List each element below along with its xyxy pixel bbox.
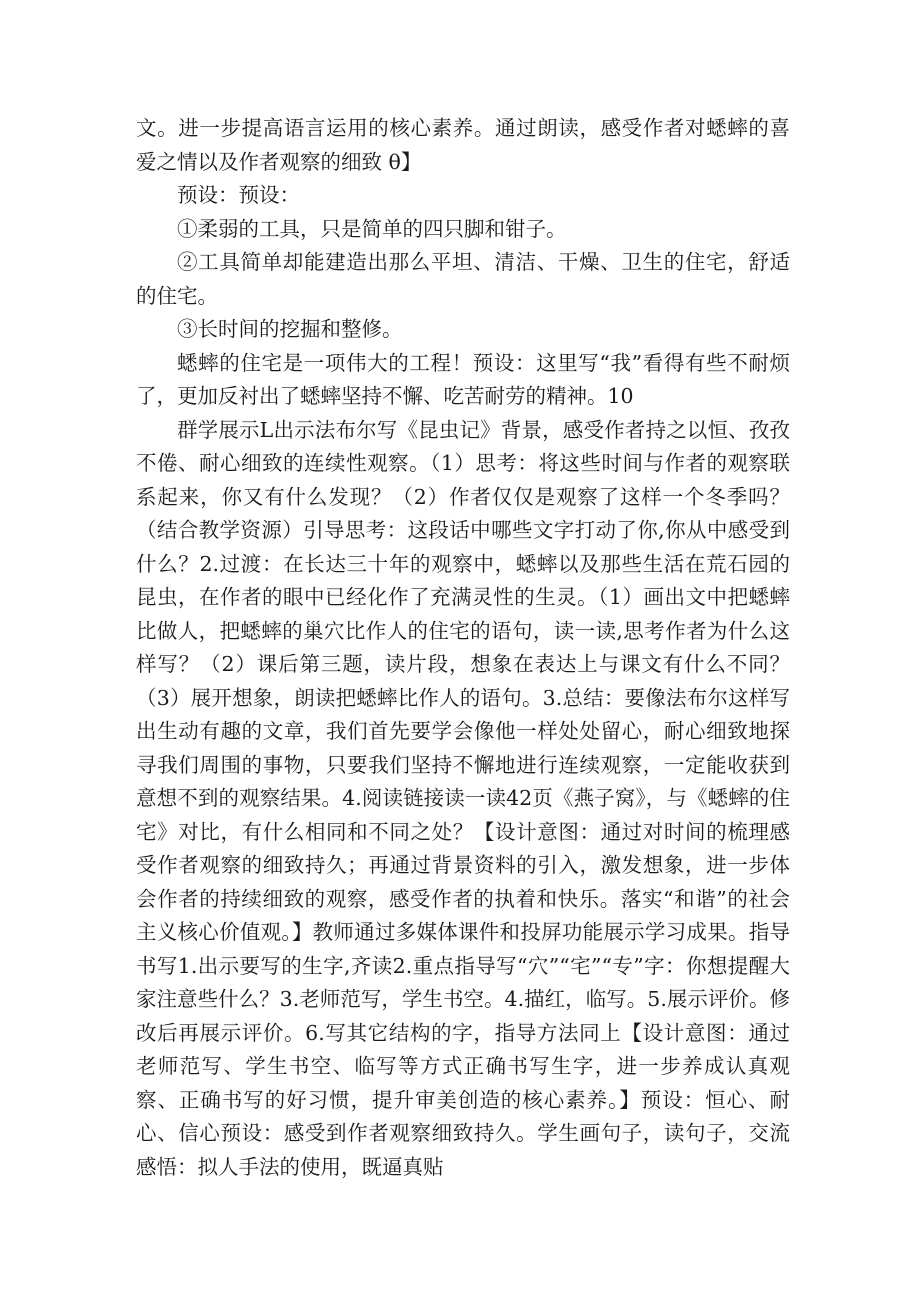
paragraph-group-display: 群学展示L出示法布尔写《昆虫记》背景，感受作者持之以恒、孜孜不倦、耐心细致的连续性观察。（1）思考：将这些时间与作者的观察联系起来，你又有什么发现？（2）作者仅仅是观察了这样一个冬季吗？（结合教学资源）引导思考：这段话中哪些文字打动了你,你从中感受到什么？2.过渡：在长达三十年的观察中，蟋蟀以及那些生活在荒石园的昆虫，在作者的眼中已经化作了充满灵性的生灵。（1）画出文中把蟋蟀比做人，把蟋蟀的巢穴比作人的住宅的语句，读一读,思考作者为什么这样写？（2）课后第三题，读片段，想象在表达上与课文有什么不同？（3）展开想象，朗读把蟋蟀比作人的语句。3.总结：要像法布尔这样写出生动有趣的文章，我们首先要学会像他一样处处留心，耐心细致地探寻我们周围的事物，只要我们坚持不懈地进行连续观察，一定能收获到意想不到的观察结果。4.阅读链接读一读42页《燕子窝》，与《蟋蟀的住宅》对比，有什么相同和不同之处？【设计意图：通过对时间的梳理感受作者观察的细致持久；再通过背景资料的引入，激发想象，进一步体会作者的持续细致的观察，感受作者的执着和快乐。落实“和谐”的社会主义核心价值观。】教师通过多媒体课件和投屏功能展示学习成果。指导书写1.出示要写的生字,齐读2.重点指导写“穴”“宅”“专”字：你想提醒大家注意些什么？3.老师范写，学生书空。4.描红，临写。5.展示评价。修改后再展示评价。6.写其它结构的字，指导方法同上【设计意图：通过老师范写、学生书空、临写等方式正确书写生字，进一步养成认真观察、正确书写的好习惯，提升审美创造的核心素养。】预设：恒心、耐心、信心预设：感受到作者观察细致持久。学生画句子，读句子，交流感悟：拟人手法的使用，既逼真贴 [136,417,790,1179]
paragraph-preset-item-1: ①柔弱的工具，只是简单的四只脚和钳子。 [177,216,567,241]
paragraph-preset-item-3: ③长时间的挖掘和整修。 [177,317,403,341]
paragraph-preset-label: 预设：预设： [177,183,300,207]
paragraph-great-project: 蟋蟀的住宅是一项伟大的工程！预设：这里写“我”看得有些不耐烦了，更加反衬出了蟋蟀坚持不懈、吃苦耐劳的精神。10 [136,350,790,408]
paragraph-continuation: 文。进一步提高语言运用的核心素养。通过朗读，感受作者对蟋蟀的喜爱之情以及作者观察的细致 θ】 [136,116,790,174]
document-body [136,112,790,1184]
paragraph-preset-item-2: ②工具简单却能建造出那么平坦、清洁、干燥、卫生的住宅，舒适的住宅。 [136,250,790,308]
